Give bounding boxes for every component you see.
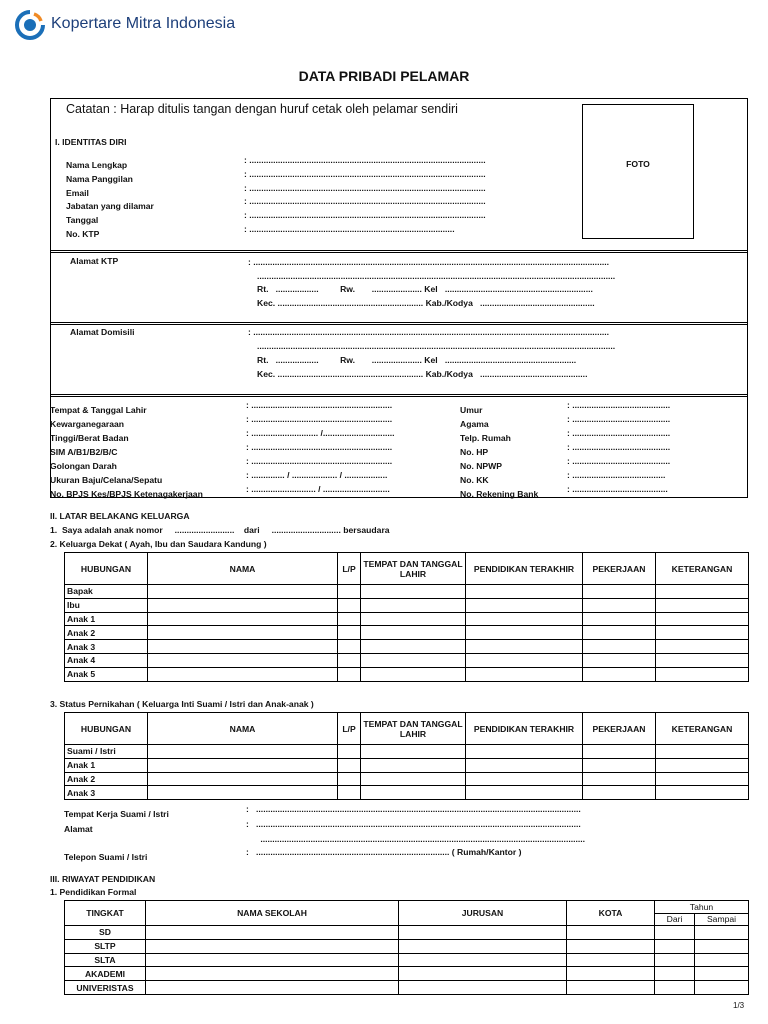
note-cell[interactable] [656, 667, 749, 681]
field-input[interactable]: : ........................................................................................................................................ [246, 819, 581, 829]
field-row [50, 428, 450, 442]
gender-cell[interactable] [338, 640, 361, 654]
relation-cell: Anak 2 [65, 772, 148, 786]
field-input[interactable]: : ........................................ [567, 484, 668, 494]
from-cell[interactable] [655, 953, 695, 967]
col-header: NAMA [148, 553, 338, 585]
relation-cell: Ibu [65, 598, 148, 612]
education-table [64, 900, 749, 995]
page-title: DATA PRIBADI PELAMAR [298, 68, 470, 84]
job-cell[interactable] [583, 745, 656, 759]
field-label: Umur [460, 405, 483, 415]
gender-cell[interactable] [338, 626, 361, 640]
field-input[interactable]: : ........................................................................................................................................ [246, 804, 581, 814]
personal-right [460, 400, 748, 498]
field-row [460, 442, 748, 456]
to-cell[interactable] [695, 926, 749, 940]
field-row [64, 819, 748, 834]
field-row [50, 470, 450, 484]
field-row [50, 484, 450, 498]
table-row [65, 612, 749, 626]
school-cell[interactable] [146, 939, 399, 953]
note-cell[interactable] [656, 612, 749, 626]
education-cell[interactable] [466, 598, 583, 612]
gender-cell[interactable] [338, 772, 361, 786]
col-header: L/P [338, 553, 361, 585]
field-row [66, 210, 536, 224]
field-input[interactable]: : ......................................... [567, 456, 671, 466]
name-cell[interactable] [148, 667, 338, 681]
field-input[interactable]: : ........................................................... [246, 456, 393, 466]
relation-cell: Anak 1 [65, 758, 148, 772]
field-label: Telepon Suami / Istri [64, 852, 148, 862]
gender-cell[interactable] [338, 612, 361, 626]
field-input[interactable]: : ...................................................................................... [244, 223, 455, 234]
level-cell: SLTP [65, 939, 146, 953]
brand-name: Kopertare Mitra Indonesia [51, 15, 236, 32]
marriage-table [64, 712, 749, 800]
ktp-address-line1[interactable]: : ..................................................................................................................................................... [248, 257, 610, 267]
education-cell[interactable] [466, 758, 583, 772]
relation-cell: Anak 2 [65, 626, 148, 640]
field-input[interactable]: : ........................................................... [246, 400, 393, 410]
relation-cell: Bapak [65, 585, 148, 599]
field-label: Ukuran Baju/Celana/Sepatu [50, 475, 163, 485]
table-row [65, 939, 749, 953]
col-header: PENDIDIKAN TERAKHIR [466, 553, 583, 585]
level-cell: AKADEMI [65, 967, 146, 981]
relation-cell: Anak 3 [65, 640, 148, 654]
field-input[interactable]: : ........................................................... [246, 442, 393, 452]
col-header: PEKERJAAN [583, 713, 656, 745]
birth-cell[interactable] [361, 585, 466, 599]
birth-cell[interactable] [361, 772, 466, 786]
name-cell[interactable] [148, 772, 338, 786]
photo-label: FOTO [626, 159, 650, 169]
gender-cell[interactable] [338, 653, 361, 667]
col-header: TEMPAT DAN TANGGAL LAHIR [361, 713, 466, 745]
note-cell[interactable] [656, 772, 749, 786]
level-cell: SLTA [65, 953, 146, 967]
company-logo [14, 9, 254, 41]
field-label: Tinggi/Berat Badan [50, 433, 129, 443]
from-cell[interactable] [655, 967, 695, 981]
from-cell[interactable] [655, 981, 695, 995]
field-input[interactable]: : ................................................................................. ( Rumah/Kantor ) [246, 847, 522, 857]
education-cell[interactable] [466, 626, 583, 640]
field-input[interactable]: ........................................................................................................................................ [246, 834, 586, 844]
name-cell[interactable] [148, 598, 338, 612]
field-label: Agama [460, 419, 489, 429]
formal-education-heading: 1. Pendidikan Formal [50, 887, 137, 897]
name-cell[interactable] [148, 745, 338, 759]
city-cell[interactable] [567, 953, 655, 967]
field-label: Kewarganegaraan [50, 419, 125, 429]
field-row [66, 169, 536, 183]
job-cell[interactable] [583, 667, 656, 681]
field-input[interactable]: : ................................................................................................... [244, 196, 486, 207]
name-cell[interactable] [148, 758, 338, 772]
gender-cell[interactable] [338, 758, 361, 772]
field-input[interactable]: : ......................................... [567, 442, 671, 452]
logo-mark-icon [14, 9, 46, 41]
relation-cell: Anak 1 [65, 612, 148, 626]
field-label: Email [66, 187, 89, 198]
job-cell[interactable] [583, 626, 656, 640]
table-row [65, 653, 749, 667]
field-input[interactable]: : ................................................................................................... [244, 182, 486, 193]
personal-left [50, 400, 450, 498]
col-header: KETERANGAN [656, 713, 749, 745]
name-cell[interactable] [148, 585, 338, 599]
name-cell[interactable] [148, 626, 338, 640]
table-row [65, 758, 749, 772]
field-label: Tempat & Tanggal Lahir [50, 405, 147, 415]
city-cell[interactable] [567, 981, 655, 995]
field-input[interactable]: : ........................... / ............................ [246, 484, 390, 494]
table-row [65, 786, 749, 800]
field-input[interactable]: : ......................................... [567, 414, 671, 424]
birth-cell[interactable] [361, 745, 466, 759]
education-cell[interactable] [466, 585, 583, 599]
field-input[interactable]: : ......................................... [567, 428, 671, 438]
close-family-heading: 2. Keluarga Dekat ( Ayah, Ibu dan Saudara Kandung ) [50, 539, 267, 549]
ktp-kec-kab[interactable]: Kec. ............................................................. Kab./Kodya ................................................ [257, 298, 595, 308]
field-row [460, 414, 748, 428]
field-row [66, 224, 536, 238]
field-label: Jabatan yang dilamar [66, 201, 154, 212]
major-cell[interactable] [399, 981, 567, 995]
job-cell[interactable] [583, 598, 656, 612]
field-label: Tempat Kerja Suami / Istri [64, 809, 169, 819]
field-input[interactable]: : ........................................................... [246, 414, 393, 424]
major-cell[interactable] [399, 939, 567, 953]
to-cell[interactable] [695, 967, 749, 981]
field-row [460, 428, 748, 442]
col-header: L/P [338, 713, 361, 745]
relation-cell: Suami / Istri [65, 745, 148, 759]
table-row [65, 598, 749, 612]
education-cell[interactable] [466, 772, 583, 786]
field-label: No. BPJS Kes/BPJS Ketenagakerjaan [50, 489, 203, 499]
domicile-address-line2[interactable]: ...................................................................................................................................................... [257, 341, 616, 351]
job-cell[interactable] [583, 786, 656, 800]
note-cell[interactable] [656, 585, 749, 599]
field-label: No. KK [460, 475, 489, 485]
field-label: Alamat [64, 824, 93, 834]
col-header: TINGKAT [65, 901, 146, 926]
ktp-address-label: Alamat KTP [70, 256, 119, 266]
to-cell[interactable] [695, 939, 749, 953]
field-input[interactable]: : .............. / ................... / .................. [246, 470, 388, 480]
level-cell: UNIVERISTAS [65, 981, 146, 995]
field-row [50, 442, 450, 456]
gender-cell[interactable] [338, 745, 361, 759]
field-label: Telp. Rumah [460, 433, 511, 443]
field-input[interactable]: : ................................................................................................... [244, 155, 486, 165]
divider [50, 250, 748, 253]
name-cell[interactable] [148, 786, 338, 800]
city-cell[interactable] [567, 926, 655, 940]
col-header: JURUSAN [399, 901, 567, 926]
name-cell[interactable] [148, 653, 338, 667]
field-row [66, 196, 536, 210]
field-row [64, 847, 748, 862]
table-row [65, 981, 749, 995]
school-cell[interactable] [146, 926, 399, 940]
field-row [50, 456, 450, 470]
divider [50, 394, 748, 397]
education-cell[interactable] [466, 612, 583, 626]
name-cell[interactable] [148, 640, 338, 654]
note-cell[interactable] [656, 626, 749, 640]
level-cell: SD [65, 926, 146, 940]
gender-cell[interactable] [338, 598, 361, 612]
table-row [65, 667, 749, 681]
field-row [50, 400, 450, 414]
domicile-kec-kab[interactable]: Kec. ............................................................. Kab./Kodya ............................................. [257, 369, 588, 379]
from-cell[interactable] [655, 926, 695, 940]
note-cell[interactable] [656, 640, 749, 654]
col-header: PENDIDIKAN TERAKHIR [466, 713, 583, 745]
field-row [50, 414, 450, 428]
name-cell[interactable] [148, 612, 338, 626]
job-cell[interactable] [583, 612, 656, 626]
note-cell[interactable] [656, 598, 749, 612]
to-cell[interactable] [695, 981, 749, 995]
birth-cell[interactable] [361, 612, 466, 626]
birth-cell[interactable] [361, 653, 466, 667]
col-header: Tahun [655, 901, 749, 914]
col-header: KOTA [567, 901, 655, 926]
family-table [64, 552, 749, 682]
education-cell[interactable] [466, 653, 583, 667]
note-cell[interactable] [656, 745, 749, 759]
domicile-address-label: Alamat Domisili [70, 327, 135, 337]
table-header [65, 553, 749, 585]
domicile-rt-rw-kel[interactable]: Rt. .................. Rw. ..................... Kel ....................................................... [257, 355, 577, 365]
field-row [64, 834, 748, 847]
domicile-address-line1[interactable]: : ..................................................................................................................................................... [248, 327, 610, 337]
education-cell[interactable] [466, 745, 583, 759]
field-row [460, 484, 748, 498]
col-header: Dari [655, 913, 695, 926]
col-header: NAMA SEKOLAH [146, 901, 399, 926]
education-cell[interactable] [466, 786, 583, 800]
birth-cell[interactable] [361, 758, 466, 772]
birth-cell[interactable] [361, 667, 466, 681]
field-input[interactable]: : ................................................................................................... [244, 168, 486, 179]
identity-fields [66, 155, 536, 238]
school-cell[interactable] [146, 967, 399, 981]
birth-cell[interactable] [361, 786, 466, 800]
city-cell[interactable] [567, 967, 655, 981]
field-input[interactable]: : ....................................... [567, 470, 666, 480]
col-header: NAMA [148, 713, 338, 745]
field-row [460, 456, 748, 470]
col-header: KETERANGAN [656, 553, 749, 585]
relation-cell: Anak 4 [65, 653, 148, 667]
field-input[interactable]: : ............................ /.............................. [246, 428, 395, 438]
field-label: Nama Panggilan [66, 173, 133, 184]
col-header: TEMPAT DAN TANGGAL LAHIR [361, 553, 466, 585]
table-row [65, 585, 749, 599]
city-cell[interactable] [567, 939, 655, 953]
section3-title: III. RIWAYAT PENDIDIKAN [50, 874, 156, 884]
relation-cell: Anak 3 [65, 786, 148, 800]
major-cell[interactable] [399, 967, 567, 981]
birth-cell[interactable] [361, 598, 466, 612]
table-header [65, 901, 749, 914]
note-cell[interactable] [656, 786, 749, 800]
birth-cell[interactable] [361, 626, 466, 640]
gender-cell[interactable] [338, 667, 361, 681]
table-header [65, 713, 749, 745]
birth-cell[interactable] [361, 640, 466, 654]
relation-cell: Anak 5 [65, 667, 148, 681]
col-header: HUBUNGAN [65, 713, 148, 745]
sibling-order[interactable]: 1. Saya adalah anak nomor ......................... dari ............................. bersaudara [50, 525, 390, 535]
job-cell[interactable] [583, 640, 656, 654]
field-label: SIM A/B1/B2/B/C [50, 447, 118, 457]
table-row [65, 640, 749, 654]
field-label: Golongan Darah [50, 461, 117, 471]
col-header: HUBUNGAN [65, 553, 148, 585]
table-row [65, 772, 749, 786]
table-row [65, 626, 749, 640]
major-cell[interactable] [399, 953, 567, 967]
field-label: Tanggal [66, 215, 99, 226]
job-cell[interactable] [583, 758, 656, 772]
ktp-rt-rw-kel[interactable]: Rt. .................. Rw. ..................... Kel .............................................................. [257, 284, 593, 294]
field-label: No. Rekening Bank [460, 489, 539, 499]
note-cell[interactable] [656, 758, 749, 772]
divider [50, 322, 748, 325]
gender-cell[interactable] [338, 585, 361, 599]
handwriting-note: Catatan : Harap ditulis tangan dengan huruf cetak oleh pelamar sendiri [66, 102, 458, 116]
field-input[interactable]: : ......................................... [567, 400, 671, 410]
table-row [65, 745, 749, 759]
school-cell[interactable] [146, 981, 399, 995]
section2-title: II. LATAR BELAKANG KELUARGA [50, 511, 190, 521]
field-label: No. NPWP [460, 461, 503, 471]
field-label: No. HP [460, 447, 489, 457]
field-label: Nama Lengkap [66, 160, 128, 170]
section1-title: I. IDENTITAS DIRI [55, 137, 127, 147]
col-header: Sampai [695, 913, 749, 926]
field-row [66, 155, 536, 169]
major-cell[interactable] [399, 926, 567, 940]
field-input[interactable]: : ................................................................................................... [244, 210, 486, 221]
job-cell[interactable] [583, 772, 656, 786]
job-cell[interactable] [583, 653, 656, 667]
table-row [65, 926, 749, 940]
col-header: PEKERJAAN [583, 553, 656, 585]
photo-box [582, 104, 694, 239]
table-row [65, 967, 749, 981]
education-cell[interactable] [466, 640, 583, 654]
education-cell[interactable] [466, 667, 583, 681]
field-row [64, 804, 748, 819]
field-row [460, 470, 748, 484]
school-cell[interactable] [146, 953, 399, 967]
from-cell[interactable] [655, 939, 695, 953]
field-row [460, 400, 748, 414]
job-cell[interactable] [583, 585, 656, 599]
gender-cell[interactable] [338, 786, 361, 800]
table-row [65, 953, 749, 967]
spouse-fields [64, 804, 748, 862]
to-cell[interactable] [695, 953, 749, 967]
field-row [66, 183, 536, 197]
note-cell[interactable] [656, 653, 749, 667]
page-number: 1/3 [733, 1001, 745, 1010]
ktp-address-line2[interactable]: ...................................................................................................................................................... [257, 271, 616, 281]
field-label: No. KTP [66, 228, 100, 239]
marriage-heading: 3. Status Pernikahan ( Keluarga Inti Suami / Istri dan Anak-anak ) [50, 699, 314, 709]
